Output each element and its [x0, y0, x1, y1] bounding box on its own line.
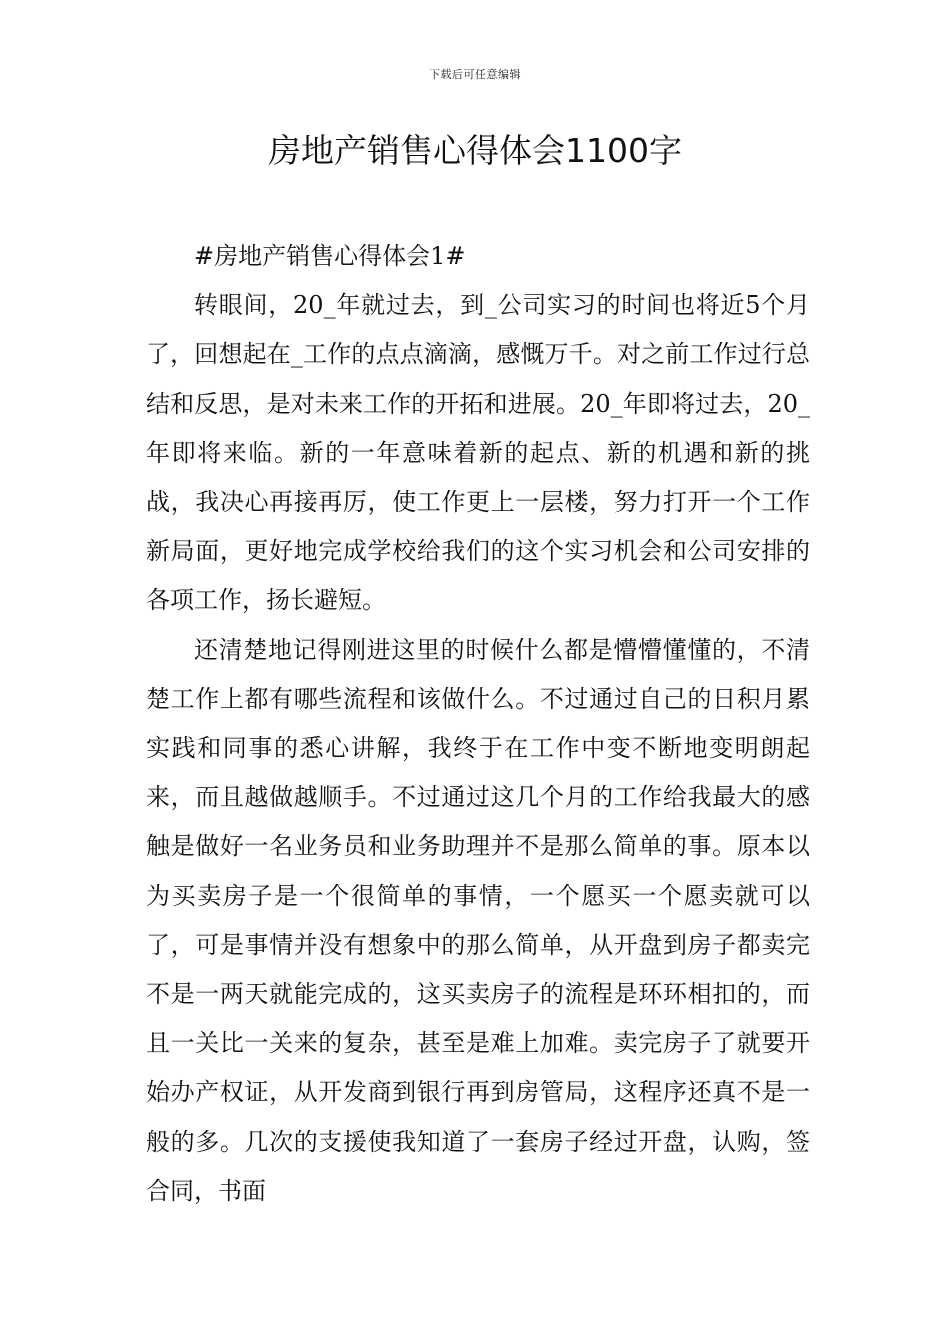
- paragraph-2: 还清楚地记得刚进这里的时候什么都是懵懵懂懂的，不清楚工作上都有哪些流程和该做什么。不过通过自己的日积月累实践和同事的悉心讲解，我终于在工作中变不断地变明朗起来，而且越做越顺手。不过通过这几个月的工作给我最大的感触是做好一名业务员和业务助理并不是那么简单的事。原本以为买卖房子是一个很简单的事情，一个愿买一个愿卖就可以了，可是事情并没有想象中的那么简单，从开盘到房子都卖完不是一两天就能完成的，这买卖房子的流程是环环相扣的，而且一关比一关来的复杂，甚至是难上加难。卖完房子了就要开始办产权证，从开发商到银行再到房管局，这程序还真不是一般的多。几次的支援使我知道了一套房子经过开盘，认购，签合同，书面: [146, 635, 810, 1205]
- paragraph-1: 转眼间，20_年就过去，到_公司实习的时间也将近5个月了，回想起在_工作的点点滴滴，感慨万千。对之前工作过行总结和反思，是对未来工作的开拓和进展。20_年即将过去，20_年即将来临。新的一年意味着新的起点、新的机遇和新的挑战，我决心再接再厉，使工作更上一层楼，努力打开一个工作新局面，更好地完成学校给我们的这个实习机会和公司安排的各项工作，扬长避短。: [146, 291, 810, 615]
- document-body: [146, 232, 810, 1216]
- section-subheading: #房地产销售心得体会1#: [194, 242, 466, 270]
- document-title: 房地产销售心得体会1100字: [268, 131, 682, 170]
- header-note: 下载后可任意编辑: [429, 68, 521, 81]
